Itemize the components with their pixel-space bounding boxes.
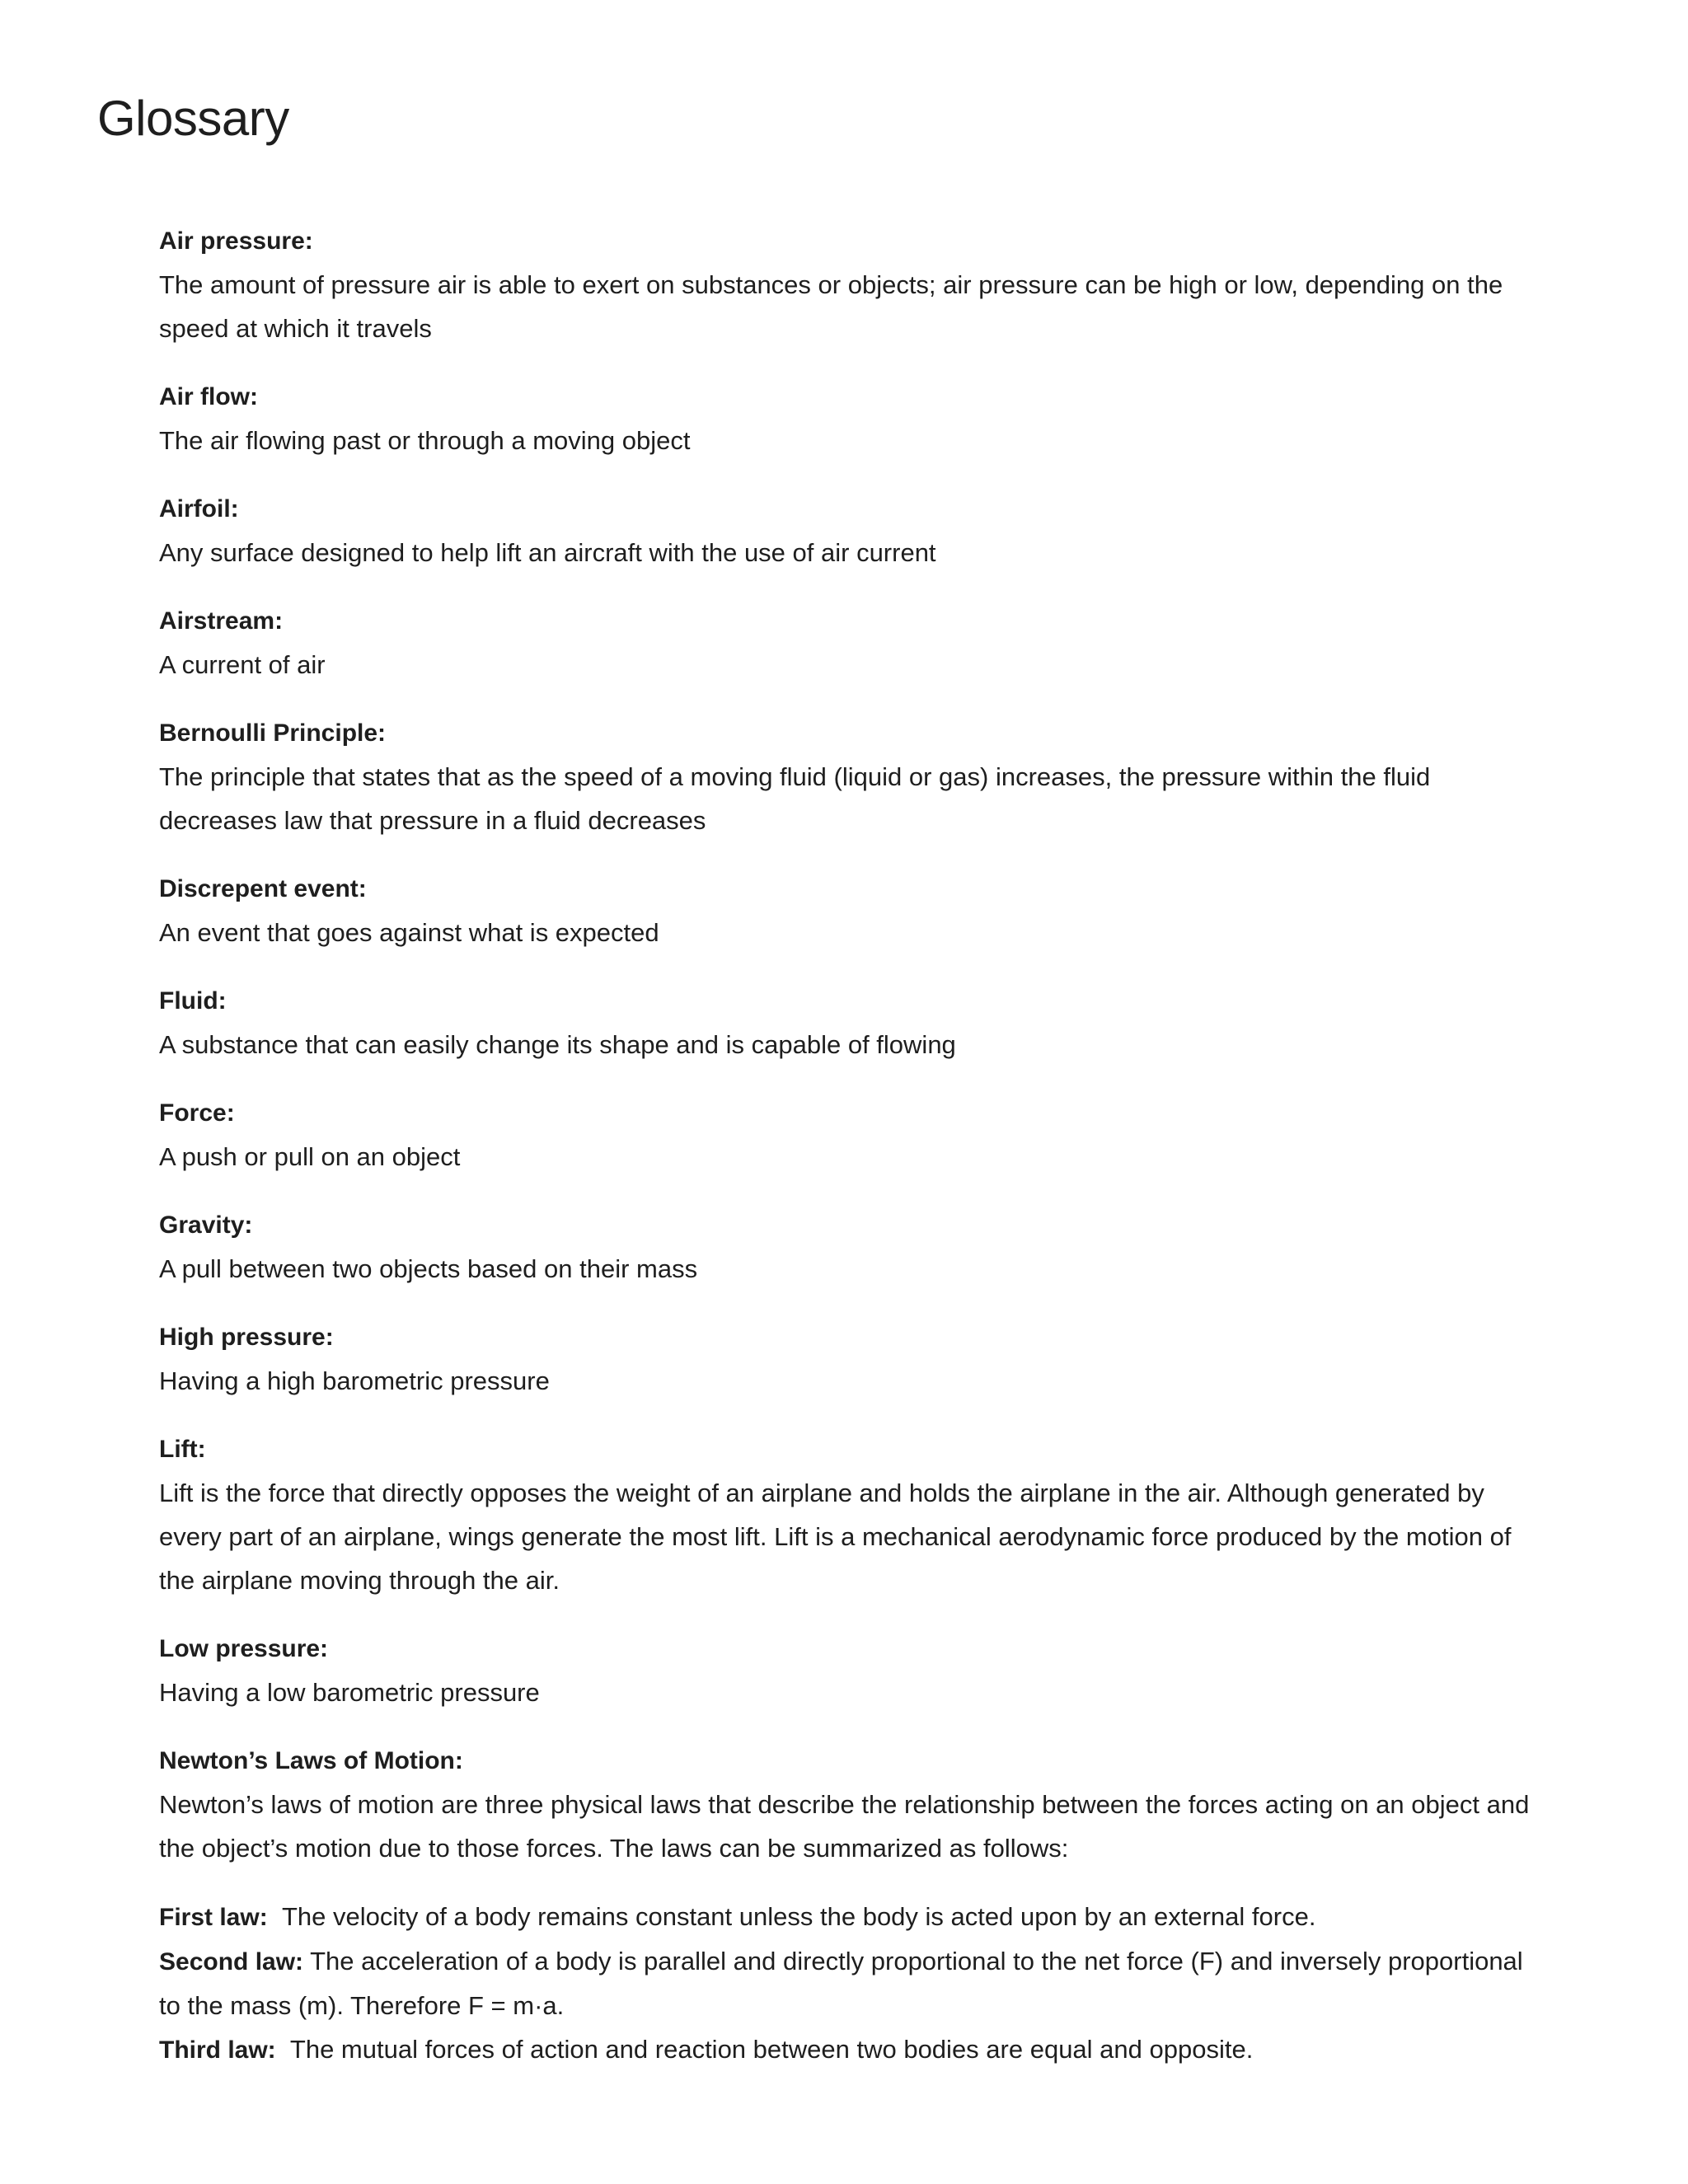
glossary-term: Lift: — [159, 1436, 206, 1463]
law-text: The acceleration of a body is parallel and directly proportional to the net force (F) and inversely proportional to the mass (m). Therefore F = m·a. — [159, 1947, 1523, 2020]
glossary-entry-high-pressure — [159, 1315, 1544, 1403]
glossary-term: Discrepent event: — [159, 875, 367, 902]
second-law — [159, 1939, 1544, 2027]
glossary-entry-air-flow — [159, 375, 1544, 462]
glossary-term: Bernoulli Principle: — [159, 719, 387, 747]
glossary-definition: The amount of pressure air is able to exert on substances or objects; air pressure can be high or low, depending on the speed at which it travels — [159, 270, 1503, 343]
glossary-definition: A current of air — [159, 650, 326, 679]
glossary-term: Fluid: — [159, 987, 227, 1015]
glossary-definition: A push or pull on an object — [159, 1142, 461, 1171]
glossary-term: Air pressure: — [159, 227, 313, 255]
glossary-entry-low-pressure — [159, 1627, 1544, 1714]
glossary-definition: An event that goes against what is expected — [159, 918, 659, 947]
law-text: The mutual forces of action and reaction between two bodies are equal and opposite. — [289, 2035, 1254, 2064]
glossary-definition: Newton’s laws of motion are three physical laws that describe the relationship between the forces acting on an object and the object’s motion due to those forces. The laws can be summarized as follows: — [159, 1790, 1530, 1863]
glossary-term: Airstream: — [159, 607, 284, 635]
glossary-definition: Any surface designed to help lift an aircraft with the use of air current — [159, 538, 936, 567]
glossary-entry-fluid — [159, 979, 1544, 1066]
glossary-definition: Lift is the force that directly opposes the weight of an airplane and holds the airplane in the air. Although generated by every part of an airplane, wings generate the most lift. Lift is a mechanical aerodynamic force produced by the motion of the airplane moving through the air. — [159, 1479, 1512, 1595]
law-name: Third law: — [159, 2036, 276, 2064]
glossary-entry-force — [159, 1091, 1544, 1179]
first-law — [159, 1895, 1544, 1939]
glossary-entry-airstream — [159, 599, 1544, 687]
glossary-entry-lift — [159, 1427, 1544, 1602]
glossary-definition: The air flowing past or through a moving object — [159, 426, 691, 455]
glossary-definition: A pull between two objects based on their mass — [159, 1254, 698, 1283]
glossary-term: Airfoil: — [159, 495, 239, 523]
glossary-term: Air flow: — [159, 383, 258, 410]
law-text: The velocity of a body remains constant unless the body is acted upon by an external force. — [281, 1902, 1316, 1931]
glossary-entry-air-pressure — [159, 219, 1544, 350]
glossary-definition: A substance that can easily change its shape and is capable of flowing — [159, 1030, 956, 1059]
glossary-definition: Having a high barometric pressure — [159, 1366, 550, 1395]
glossary-entry-airfoil — [159, 487, 1544, 574]
glossary-term: Force: — [159, 1099, 235, 1127]
glossary-entry-gravity — [159, 1203, 1544, 1291]
glossary-entry-newtons-laws — [159, 1739, 1544, 1870]
law-name: Second law: — [159, 1948, 304, 1975]
glossary-term: High pressure: — [159, 1324, 334, 1351]
glossary-term: Newton’s Laws of Motion: — [159, 1747, 463, 1774]
glossary-list — [159, 219, 1544, 2072]
glossary-definition: The principle that states that as the speed of a moving fluid (liquid or gas) increases, the pressure within the fluid decreases law that pressure in a fluid decreases — [159, 762, 1431, 835]
glossary-term: Gravity: — [159, 1212, 253, 1239]
glossary-term: Low pressure: — [159, 1635, 329, 1662]
law-name: First law: — [159, 1904, 268, 1931]
glossary-entry-bernoulli-principle — [159, 711, 1544, 842]
page-title: Glossary — [97, 91, 289, 146]
third-law — [159, 2027, 1544, 2072]
glossary-entry-discrepent-event — [159, 867, 1544, 954]
glossary-definition: Having a low barometric pressure — [159, 1678, 540, 1707]
newtons-laws-list — [159, 1895, 1544, 2072]
